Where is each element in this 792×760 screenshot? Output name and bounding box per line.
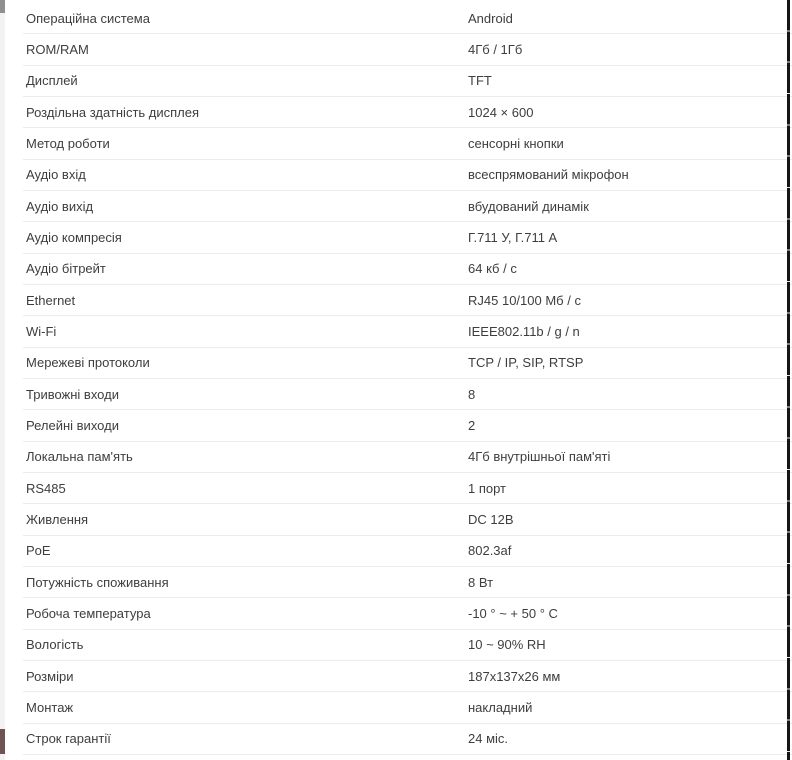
table-row <box>23 692 792 723</box>
spec-value: RJ45 10/100 Мб / с <box>468 292 581 308</box>
left-strip-bottom-segment <box>0 729 5 754</box>
table-row <box>23 661 792 692</box>
spec-value: 8 Вт <box>468 574 494 590</box>
table-row <box>23 222 792 253</box>
table-row <box>23 66 792 97</box>
spec-value: IEEE802.11b / g / n <box>468 323 580 339</box>
spec-value: 802.3af <box>468 543 512 559</box>
left-edge-strip <box>0 0 5 760</box>
spec-value: TFT <box>468 73 492 89</box>
table-row <box>23 34 792 65</box>
spec-value: 1 порт <box>468 480 507 496</box>
spec-label: Потужність споживання <box>26 574 169 590</box>
spec-value: накладний <box>468 699 533 715</box>
spec-label: Аудіо вихід <box>26 198 94 214</box>
spec-label: Строк гарантії <box>26 731 111 747</box>
table-row <box>23 191 792 222</box>
spec-value: -10 ° ~ + 50 ° C <box>468 605 558 621</box>
spec-label: Роздільна здатність дисплея <box>26 104 200 120</box>
spec-label: Мережеві протоколи <box>26 355 150 371</box>
table-row <box>23 128 792 159</box>
spec-value: 187x137x26 мм <box>468 668 561 684</box>
table-row <box>23 724 792 755</box>
table-row <box>23 160 792 191</box>
spec-label: Ethernet <box>26 292 76 308</box>
spec-label: Аудіо бітрейт <box>26 261 106 277</box>
spec-label: Монтаж <box>26 699 74 715</box>
left-strip-top-segment <box>0 0 5 13</box>
spec-label: Метод роботи <box>26 135 110 151</box>
spec-value: 8 <box>468 386 476 402</box>
table-row <box>23 473 792 504</box>
spec-value: 4Гб / 1Гб <box>468 41 523 57</box>
table-row <box>23 285 792 316</box>
table-row <box>23 97 792 128</box>
spec-label: Дисплей <box>26 73 78 89</box>
spec-value: 10 ~ 90% RH <box>468 637 546 653</box>
table-row <box>23 504 792 535</box>
table-row <box>23 254 792 285</box>
table-row <box>23 379 792 410</box>
spec-label: Робоча температура <box>26 605 151 621</box>
table-row <box>23 3 792 34</box>
spec-label: Вологість <box>26 637 84 653</box>
spec-label: Живлення <box>26 511 89 527</box>
table-row <box>23 410 792 441</box>
spec-value: 4Гб внутрішньої пам'яті <box>468 449 611 465</box>
table-row <box>23 598 792 629</box>
spec-table <box>23 3 792 755</box>
spec-label: Аудіо компресія <box>26 229 122 245</box>
spec-value: 1024 × 600 <box>468 104 534 120</box>
right-edge-scroll-line[interactable] <box>787 0 790 760</box>
spec-label: Операційна система <box>26 10 150 26</box>
spec-label: Локальна пам'ять <box>26 449 133 465</box>
table-row <box>23 567 792 598</box>
spec-label: Релейні виходи <box>26 417 119 433</box>
spec-value: вбудований динамік <box>468 198 589 214</box>
spec-label: Тривожні входи <box>26 386 119 402</box>
spec-value: DC 12В <box>468 511 514 527</box>
spec-value: 2 <box>468 417 476 433</box>
table-row <box>23 316 792 347</box>
table-row <box>23 536 792 567</box>
spec-value: TCP / IP, SIP, RTSP <box>468 355 584 371</box>
spec-label: Wi-Fi <box>26 323 57 339</box>
table-row <box>23 442 792 473</box>
spec-label: RS485 <box>26 480 66 496</box>
table-row <box>23 630 792 661</box>
spec-label: Розміри <box>26 668 74 684</box>
spec-value: Android <box>468 10 513 26</box>
spec-value: Г.711 У, Г.711 А <box>468 229 558 245</box>
table-row <box>23 348 792 379</box>
spec-value: 24 міс. <box>468 731 509 747</box>
spec-value: всеспрямований мікрофон <box>468 167 629 183</box>
spec-label: Аудіо вхід <box>26 167 86 183</box>
spec-value: 64 кб / с <box>468 261 517 277</box>
spec-label: PoE <box>26 543 51 559</box>
spec-label: ROM/RAM <box>26 41 89 57</box>
spec-value: сенсорні кнопки <box>468 135 564 151</box>
